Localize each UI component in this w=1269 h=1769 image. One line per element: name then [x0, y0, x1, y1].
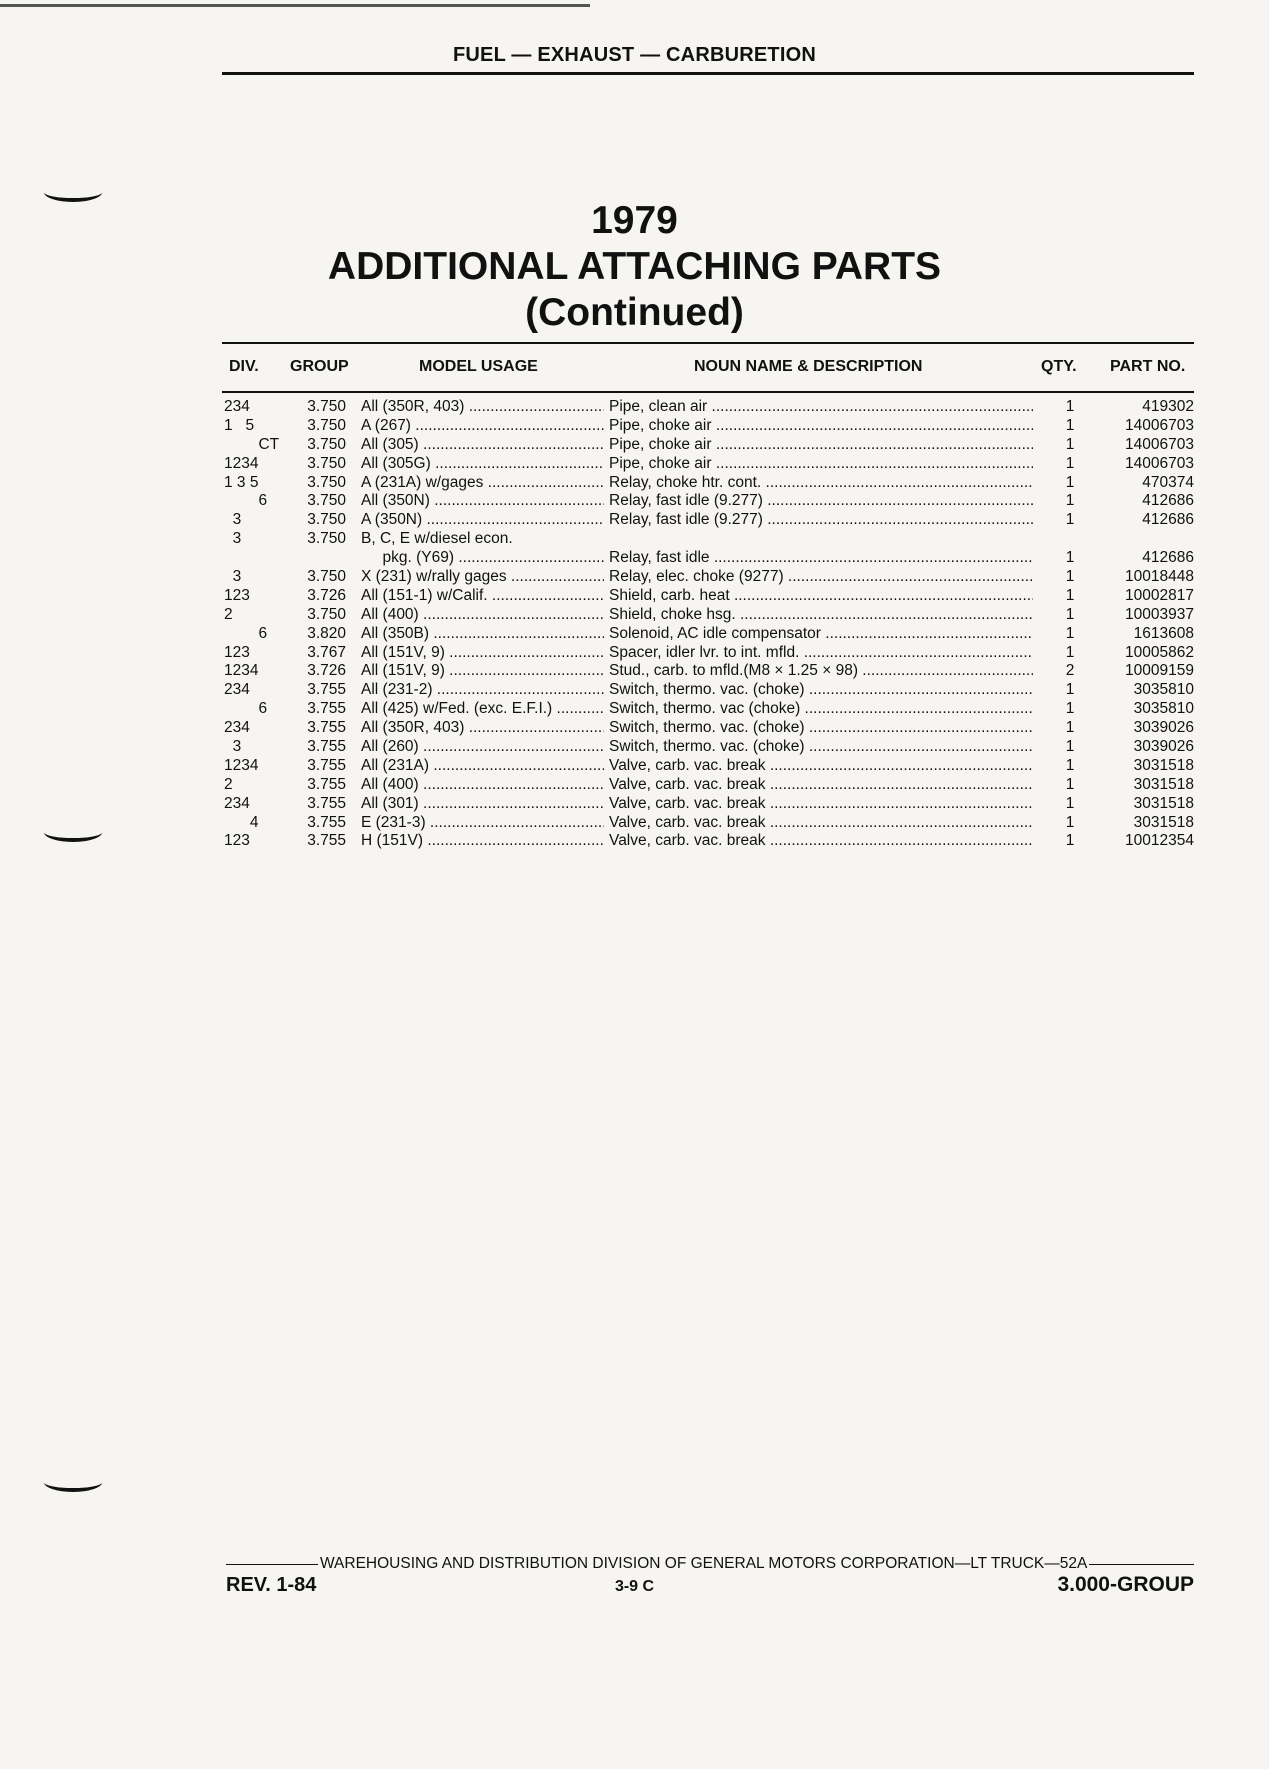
cell-qty: 1 [1065, 738, 1075, 756]
table-row [0, 455, 1269, 474]
cell-description: Pipe, choke air ..... [609, 455, 1033, 474]
cell-model-usage: All (260) ..... [361, 738, 604, 757]
table-row [0, 625, 1269, 644]
cell-qty: 1 [1065, 794, 1075, 812]
cell-div: 234 [224, 681, 250, 699]
cell-group: 3.750 [307, 511, 346, 529]
cell-group: 3.755 [307, 719, 346, 737]
table-row [0, 644, 1269, 663]
cell-model-usage: All (425) w/Fed. (exc. E.F.I.) ..... [361, 700, 604, 719]
cell-part-no: 10003937 [1125, 605, 1194, 623]
table-row [0, 549, 1269, 568]
footer-dash-right [1089, 1564, 1194, 1565]
cell-group: 3.750 [307, 568, 346, 586]
cell-qty: 1 [1065, 775, 1075, 793]
table-row [0, 738, 1269, 757]
cell-group: 3.755 [307, 681, 346, 699]
cell-model-usage: All (350R, 403) ..... [361, 719, 604, 738]
cell-qty: 1 [1065, 681, 1075, 699]
cell-part-no: 10012354 [1125, 832, 1194, 850]
table-row [0, 681, 1269, 700]
cell-qty: 1 [1065, 416, 1075, 434]
cell-model-usage: All (301) ..... [361, 795, 604, 814]
cell-model-usage: All (400) ..... [361, 606, 604, 625]
cell-part-no: 3035810 [1133, 700, 1194, 718]
cell-description: Shield, choke hsg. ..... [609, 606, 1033, 625]
cell-part-no: 10002817 [1125, 586, 1194, 604]
cell-qty: 1 [1065, 398, 1075, 415]
cell-model-usage: All (350B) ..... [361, 625, 604, 644]
cell-qty: 1 [1065, 700, 1075, 718]
table-row [0, 776, 1269, 795]
header-rule [222, 72, 1194, 75]
cell-description: Relay, choke htr. cont. ..... [609, 474, 1033, 493]
cell-part-no: 1613608 [1133, 624, 1194, 642]
cell-model-usage: E (231-3) ..... [361, 814, 604, 833]
cell-group: 3.750 [307, 454, 346, 472]
cell-qty: 1 [1065, 643, 1075, 661]
cell-div: 1234 [224, 662, 259, 680]
cell-description: Valve, carb. vac. break ..... [609, 757, 1033, 776]
cell-div: 1234 [224, 756, 259, 774]
cell-group: 3.767 [307, 643, 346, 661]
cell-group: 3.750 [307, 473, 346, 491]
cell-group: 3.755 [307, 700, 346, 718]
cell-description: Switch, thermo. vac. (choke) ..... [609, 719, 1033, 738]
cell-model-usage: A (267) ..... [361, 417, 604, 436]
cell-part-no: 14006703 [1125, 416, 1194, 434]
table-row [0, 474, 1269, 493]
cell-qty: 1 [1065, 719, 1075, 737]
cell-description: Valve, carb. vac. break ..... [609, 814, 1033, 833]
col-header-description: NOUN NAME & DESCRIPTION [694, 358, 923, 375]
col-header-group: GROUP [290, 358, 349, 375]
scan-edge-rule [0, 4, 590, 7]
cell-div: 3 [224, 738, 242, 756]
cell-part-no: 10009159 [1125, 662, 1194, 680]
table-row [0, 417, 1269, 436]
cell-group: 3.820 [307, 624, 346, 642]
publisher-text: WAREHOUSING AND DISTRIBUTION DIVISION OF GENERAL MOTORS CORPORATION—LT TRUCK—52A [320, 1555, 1088, 1572]
cell-div: 234 [224, 719, 250, 737]
cell-div: 3 [224, 530, 242, 548]
cell-part-no: 412686 [1142, 511, 1194, 529]
cell-div: 123 [224, 643, 250, 661]
revision-label: REV. 1-84 [226, 1574, 317, 1596]
cell-model-usage: A (350N) ..... [361, 511, 604, 530]
cell-model-usage: pkg. (Y69) ..... [361, 549, 604, 568]
group-label: 3.000-GROUP [1057, 1573, 1194, 1596]
cell-div: 1234 [224, 454, 259, 472]
table-row [0, 662, 1269, 681]
cell-description: Valve, carb. vac. break ..... [609, 776, 1033, 795]
cell-part-no: 3031518 [1133, 794, 1194, 812]
cell-div: 6 [224, 624, 268, 642]
footer-dash-left [226, 1564, 318, 1565]
title-main: ADDITIONAL ATTACHING PARTS [327, 245, 942, 288]
cell-div: 6 [224, 700, 268, 718]
cell-div: 123 [224, 586, 250, 604]
cell-qty: 1 [1065, 813, 1075, 831]
cell-group: 3.750 [307, 435, 346, 453]
cell-group: 3.750 [307, 492, 346, 510]
parts-table [0, 398, 1269, 851]
cell-description: Stud., carb. to mfld.(M8 × 1.25 × 98) ..... [609, 662, 1033, 681]
cell-description: Relay, elec. choke (9277) ..... [609, 568, 1033, 587]
page-number: 3-9 C [614, 1578, 655, 1595]
cell-group: 3.755 [307, 813, 346, 831]
cell-div: CT [224, 435, 280, 453]
cell-div: 123 [224, 832, 250, 850]
cell-div: 6 [224, 492, 268, 510]
cell-qty: 1 [1065, 568, 1075, 586]
table-row [0, 492, 1269, 511]
cell-description: Switch, thermo. vac. (choke) ..... [609, 681, 1033, 700]
table-row [0, 568, 1269, 587]
cell-description: Spacer, idler lvr. to int. mfld. ..... [609, 644, 1033, 663]
cell-part-no: 412686 [1142, 492, 1194, 510]
table-row [0, 757, 1269, 776]
col-header-model-usage: MODEL USAGE [419, 358, 538, 375]
cell-description: Relay, fast idle (9.277) ..... [609, 511, 1033, 530]
cell-model-usage: All (231-2) ..... [361, 681, 604, 700]
cell-part-no: 3031518 [1133, 756, 1194, 774]
cell-qty: 1 [1065, 756, 1075, 774]
cell-description: Relay, fast idle ..... [609, 549, 1033, 568]
cell-div: 3 [224, 568, 242, 586]
cell-model-usage: All (350R, 403) ..... [361, 398, 604, 417]
cell-group: 3.750 [307, 530, 346, 548]
cell-part-no: 3031518 [1133, 775, 1194, 793]
cell-div: 1 5 [224, 416, 255, 434]
col-header-div: DIV. [229, 358, 259, 375]
cell-part-no: 10018448 [1125, 568, 1194, 586]
cell-div: 234 [224, 398, 250, 415]
cell-part-no: 14006703 [1125, 435, 1194, 453]
cell-description: Switch, thermo. vac. (choke) ..... [609, 738, 1033, 757]
table-row [0, 436, 1269, 455]
table-row [0, 700, 1269, 719]
cell-qty: 1 [1065, 492, 1075, 510]
cell-part-no: 3035810 [1133, 681, 1194, 699]
cell-group: 3.750 [307, 605, 346, 623]
cell-div: 4 [224, 813, 259, 831]
cell-qty: 2 [1065, 662, 1075, 680]
binder-hole-mark-bottom [44, 1470, 102, 1492]
cell-qty: 1 [1065, 435, 1075, 453]
cell-model-usage: B, C, E w/diesel econ. [361, 530, 513, 548]
cell-model-usage: All (151V, 9) ..... [361, 662, 604, 681]
cell-qty: 1 [1065, 511, 1075, 529]
table-header-rule [222, 391, 1194, 393]
cell-group: 3.750 [307, 398, 346, 415]
page-title [0, 198, 1269, 336]
cell-qty: 1 [1065, 473, 1075, 491]
running-head: FUEL — EXHAUST — CARBURETION [452, 44, 817, 66]
cell-part-no: 10005862 [1125, 643, 1194, 661]
cell-description: Valve, carb. vac. break ..... [609, 832, 1033, 851]
cell-group: 3.755 [307, 832, 346, 850]
cell-group: 3.726 [307, 662, 346, 680]
cell-part-no: 3039026 [1133, 719, 1194, 737]
cell-qty: 1 [1065, 586, 1075, 604]
cell-description: Solenoid, AC idle compensator ..... [609, 625, 1033, 644]
cell-description: Switch, thermo. vac (choke) ..... [609, 700, 1033, 719]
cell-description: Shield, carb. heat ..... [609, 587, 1033, 606]
cell-part-no: 14006703 [1125, 454, 1194, 472]
cell-description: Pipe, choke air ..... [609, 436, 1033, 455]
cell-description: Valve, carb. vac. break ..... [609, 795, 1033, 814]
cell-part-no: 3039026 [1133, 738, 1194, 756]
table-row [0, 587, 1269, 606]
table-row [0, 606, 1269, 625]
table-row [0, 719, 1269, 738]
cell-part-no: 412686 [1142, 549, 1194, 567]
cell-div: 2 [224, 605, 233, 623]
title-continued: (Continued) [525, 291, 744, 334]
cell-group: 3.755 [307, 738, 346, 756]
publisher-line [226, 1555, 1194, 1573]
cell-part-no: 419302 [1142, 398, 1194, 415]
cell-part-no: 470374 [1142, 473, 1194, 491]
cell-div: 234 [224, 794, 250, 812]
table-row [0, 832, 1269, 851]
col-header-part-no: PART NO. [1110, 358, 1186, 375]
col-header-qty: QTY. [1041, 358, 1077, 375]
cell-group: 3.755 [307, 756, 346, 774]
table-row [0, 530, 1269, 549]
cell-div: 1 3 5 [224, 473, 259, 491]
cell-model-usage: H (151V) ..... [361, 832, 604, 851]
table-row [0, 511, 1269, 530]
cell-group: 3.750 [307, 416, 346, 434]
cell-model-usage: All (305G) ..... [361, 455, 604, 474]
cell-model-usage: All (151-1) w/Calif. ..... [361, 587, 604, 606]
cell-qty: 1 [1065, 549, 1075, 567]
table-top-rule [222, 342, 1194, 344]
cell-div: 3 [224, 511, 242, 529]
cell-qty: 1 [1065, 605, 1075, 623]
cell-group: 3.726 [307, 586, 346, 604]
cell-model-usage: X (231) w/rally gages ..... [361, 568, 604, 587]
cell-description: Pipe, choke air ..... [609, 417, 1033, 436]
title-year: 1979 [591, 199, 678, 242]
cell-group: 3.755 [307, 775, 346, 793]
cell-qty: 1 [1065, 454, 1075, 472]
table-row [0, 398, 1269, 417]
cell-model-usage: All (151V, 9) ..... [361, 644, 604, 663]
cell-description: Pipe, clean air ..... [609, 398, 1033, 417]
cell-qty: 1 [1065, 624, 1075, 642]
cell-group: 3.755 [307, 794, 346, 812]
cell-div: 2 [224, 775, 233, 793]
cell-model-usage: All (305) ..... [361, 436, 604, 455]
cell-model-usage: All (231A) ..... [361, 757, 604, 776]
table-row [0, 795, 1269, 814]
cell-part-no: 3031518 [1133, 813, 1194, 831]
cell-description: Relay, fast idle (9.277) ..... [609, 492, 1033, 511]
table-row [0, 814, 1269, 833]
cell-model-usage: All (350N) ..... [361, 492, 604, 511]
cell-model-usage: All (400) ..... [361, 776, 604, 795]
cell-qty: 1 [1065, 832, 1075, 850]
cell-model-usage: A (231A) w/gages ..... [361, 474, 604, 493]
